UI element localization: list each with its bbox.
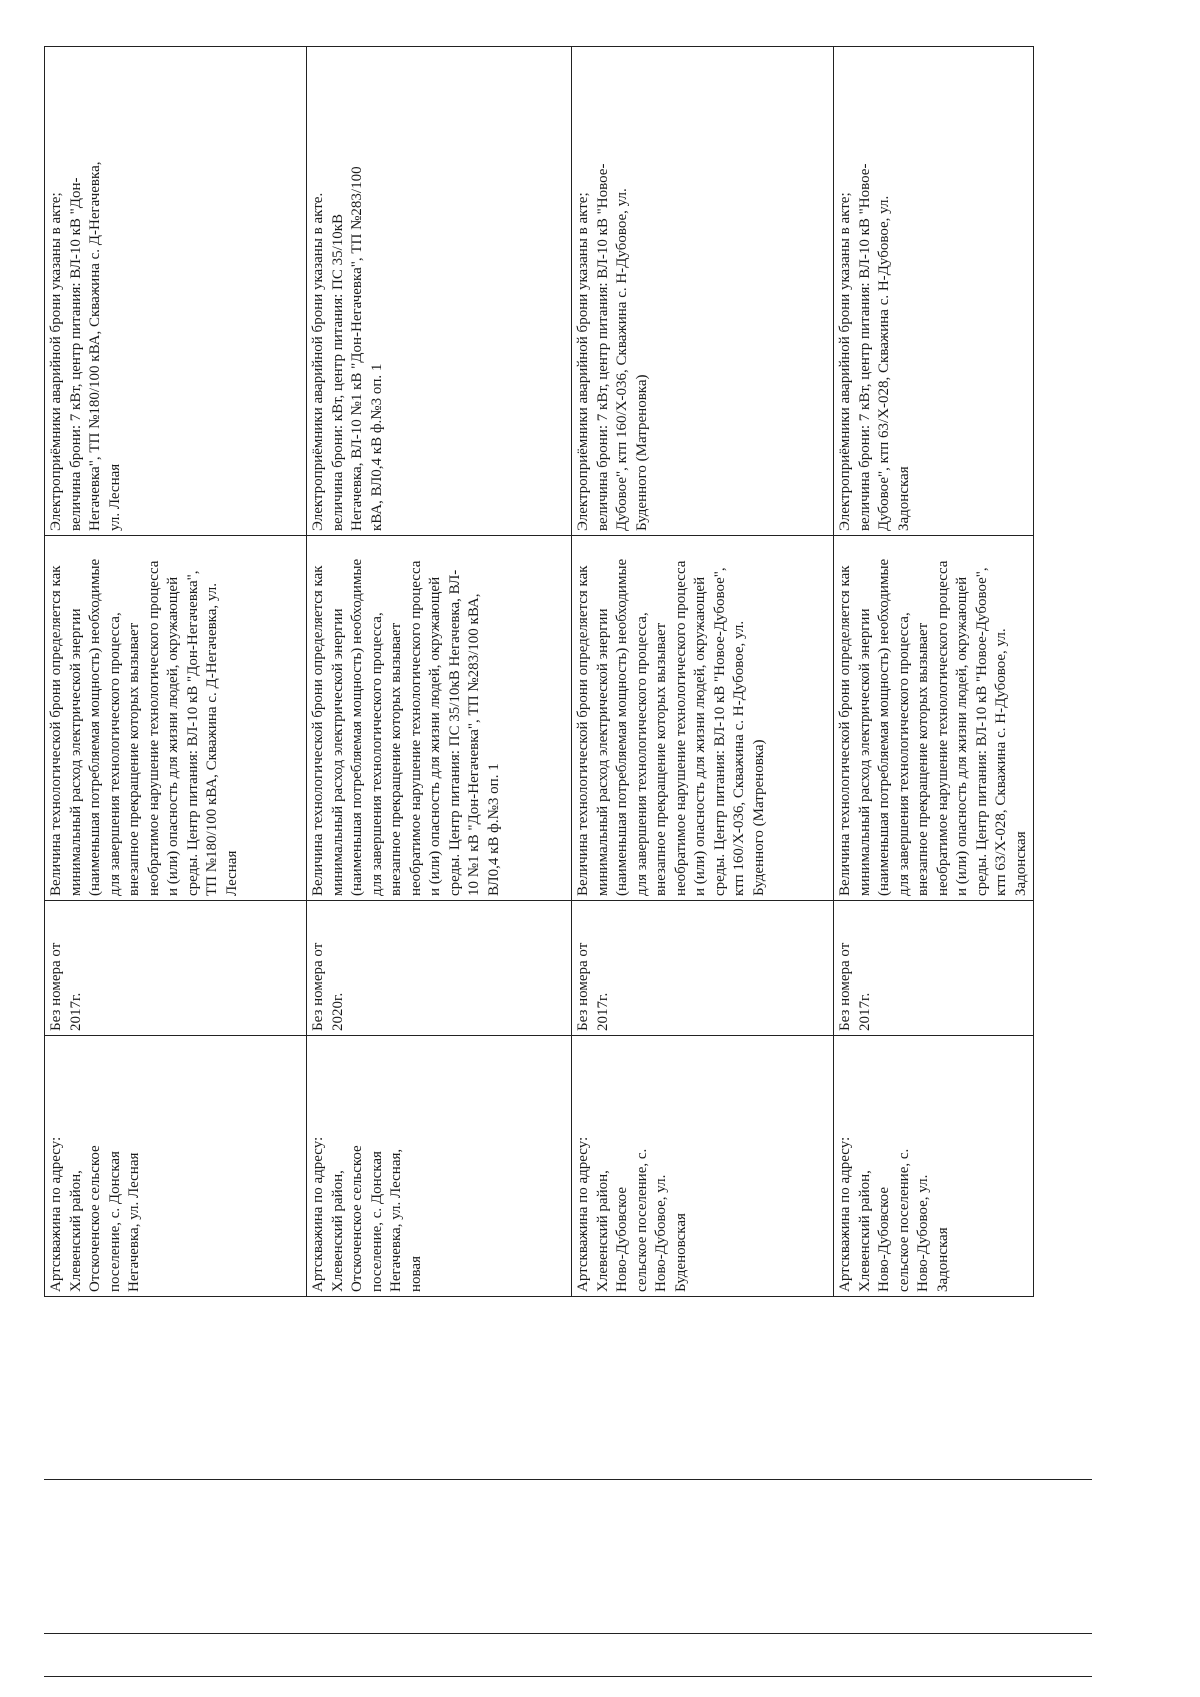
tech-reserve-cell: Величина технологической брони определяется как минимальный расход электрической энергии (наименьшая потребляемая мощность) необходимые для завершения технологического процесса, внезапное прекращение которых вызывает необратимое нарушение технологического процесса и (или) опасность для жизни людей, окружающей среды. Центр питания: ВЛ-10 кВ "Дон-Негачевка", ТП №180/100 кВА, Скважина с. Д-Негачевка, ул. Лесная [45,536,307,901]
tech-reserve-cell: Величина технологической брони определяется как минимальный расход электрической энергии (наименьшая потребляемая мощность) необходимые для завершения технологического процесса, внезапное прекращение которых вызывает необратимое нарушение технологического процесса и (или) опасность для жизни людей, окружающей среды. Центр питания: ВЛ-10 кВ "Новое-Дубовое", ктп 160/Х-036, Скважина с. Н-Дубовое, ул. Буденного (Матреновка) [572,536,834,901]
act-cell: Без номера от 2017г. [572,901,834,1036]
act-cell: Без номера от 2017г. [834,901,1034,1036]
tech-reserve-cell: Величина технологической брони определяется как минимальный расход электрической энергии (наименьшая потребляемая мощность) необходимые для завершения технологического процесса, внезапное прекращение которых вызывает необратимое нарушение технологического процесса и (или) опасность для жизни людей, окружающей среды. Центр питания: ВЛ-10 кВ "Новое-Дубовое", ктп 63/Х-028, Скважина с. Н-Дубовое, ул. Задонская [834,536,1034,901]
table-row [572,47,834,1297]
emergency-reserve-cell: Электроприёмники аварийной брони указаны в акте; величина брони: 7 кВт, центр питания: ВЛ-10 кВ "Дон- Негачевка", ТП №180/100 кВА, Скважина с. Д-Негачевка, ул. Лесная [45,47,307,536]
horizontal-divider [44,1676,1092,1677]
address-cell: Артскважина по адресу: Хлевенский район, Ново-Дубовское сельское поселение, с. Ново-Дубовое, ул. Буденовская [572,1036,834,1297]
table-row [45,47,307,1297]
table-row [307,47,572,1297]
horizontal-divider [44,1633,1092,1634]
act-cell: Без номера от 2020г. [307,901,572,1036]
act-cell: Без номера от 2017г. [45,901,307,1036]
emergency-reserve-cell: Электроприёмники аварийной брони указаны в акте. величина брони: кВт, центр питания: ПС 35/10кВ Негачевка, ВЛ-10 №1 кВ "Дон-Негачевка", ТП №283/100 кВА, ВЛ0,4 кВ ф.№3 оп. 1 [307,47,572,536]
emergency-reserve-cell: Электроприёмники аварийной брони указаны в акте; величина брони: 7 кВт, центр питания: ВЛ-10 кВ "Новое- Дубовое", ктп 63/Х-028, Скважина с. Н-Дубовое, ул. Задонская [834,47,1034,536]
power-reserve-table [44,46,1034,1297]
table-row [834,47,1034,1297]
address-cell: Артскважина по адресу: Хлевенский район, Ново-Дубовское сельское поселение, с. Ново-Дубовое, ул. Задонская [834,1036,1034,1297]
tech-reserve-cell: Величина технологической брони определяется как минимальный расход электрической энергии (наименьшая потребляемая мощность) необходимые для завершения технологического процесса, внезапное прекращение которых вызывает необратимое нарушение технологического процесса и (или) опасность для жизни людей, окружающей среды. Центр питания: ПС 35/10кВ Негачевка, ВЛ- 10 №1 кВ "Дон-Негачевка", ТП №283/100 кВА, ВЛ0,4 кВ ф.№3 оп. 1 [307,536,572,901]
emergency-reserve-cell: Электроприёмники аварийной брони указаны в акте; величина брони: 7 кВт, центр питания: ВЛ-10 кВ "Новое- Дубовое", ктп 160/Х-036, Скважина с. Н-Дубовое, ул. Буденного (Матреновка) [572,47,834,536]
address-cell: Артскважина по адресу: Хлевенский район, Отскоченское сельское поселение, с. Донская Негачевка, ул. Лесная [45,1036,307,1297]
rotated-table-container [44,47,1029,1297]
address-cell: Артскважина по адресу: Хлевенский район, Отскоченское сельское поселение, с. Донская Негачевка, ул. Лесная, новая [307,1036,572,1297]
horizontal-divider [44,1479,1092,1480]
